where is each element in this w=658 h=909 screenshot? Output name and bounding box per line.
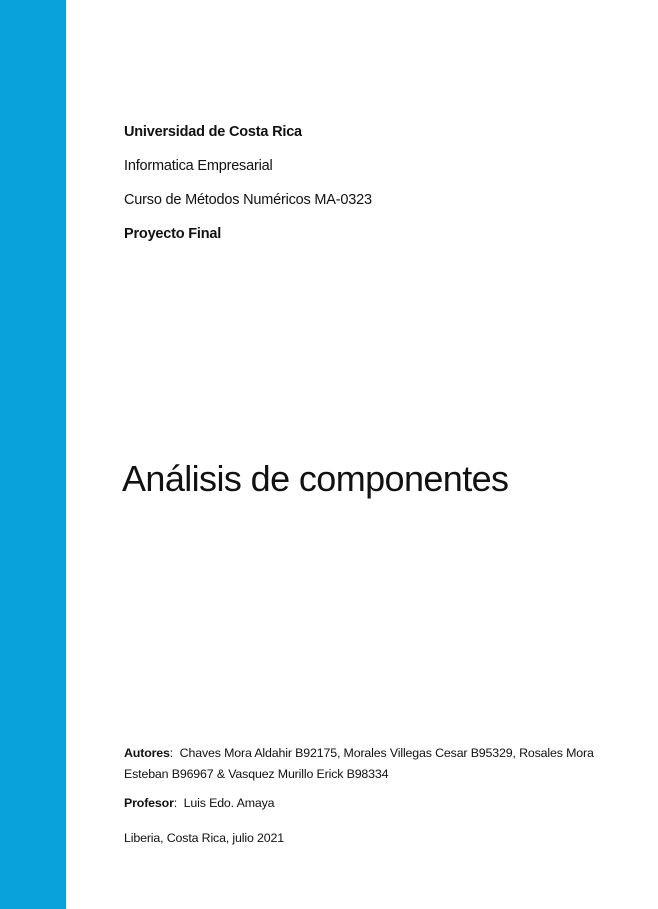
place-date: Liberia, Costa Rica, julio 2021 [124, 831, 284, 845]
authors-names: Chaves Mora Aldahir B92175, Morales Villegas Cesar B95329, Rosales Mora Esteban B96967 & Vasquez Murillo Erick B98334 [124, 746, 594, 781]
project-label: Proyecto Final [124, 226, 222, 242]
course-name: Curso de Métodos Numéricos MA-0323 [124, 192, 372, 208]
career-name: Informatica Empresarial [124, 158, 273, 174]
authors-line: Autores: Chaves Mora Aldahir B92175, Morales Villegas Cesar B95329, Rosales Mora Esteban B96967 & Vasquez Murillo Erick B98334 [124, 746, 594, 781]
university-name: Universidad de Costa Rica [124, 124, 302, 140]
document-title: Análisis de componentes [122, 458, 509, 499]
professor-label: Profesor [124, 796, 174, 810]
professor-name: Luis Edo. Amaya [183, 796, 275, 810]
side-color-bar [0, 0, 66, 909]
authors-label: Autores [124, 746, 170, 760]
professor-line: Profesor: Luis Edo. Amaya [124, 796, 275, 810]
